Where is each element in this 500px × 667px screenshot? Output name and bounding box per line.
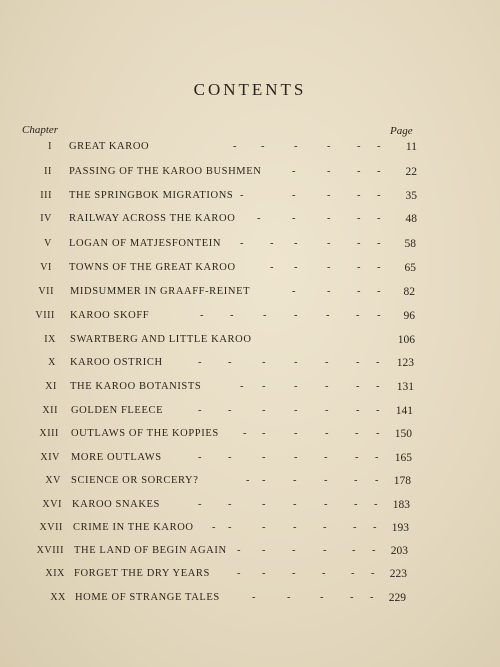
toc-entry	[0, 190, 500, 208]
leader-dash: -	[377, 286, 381, 297]
leader-dash: -	[356, 357, 360, 368]
leader-dash: -	[294, 262, 298, 273]
leader-dash: -	[355, 428, 359, 439]
toc-entry	[0, 475, 500, 493]
leader-dash: -	[356, 381, 360, 392]
chapter-title: PASSING OF THE KAROO BUSHMEN	[69, 166, 262, 177]
chapter-title: TOWNS OF THE GREAT KAROO	[69, 262, 236, 273]
leader-dash: -	[237, 545, 241, 556]
leader-dash: -	[293, 499, 297, 510]
leader-dash: -	[252, 592, 256, 603]
chapter-number: IV	[40, 213, 52, 224]
chapter-title: GOLDEN FLEECE	[71, 405, 164, 416]
page-number: 82	[403, 286, 415, 298]
chapter-title: KAROO SKOFF	[70, 310, 150, 321]
chapter-title: KAROO SNAKES	[72, 499, 161, 510]
leader-dash: -	[354, 499, 358, 510]
leader-dash: -	[353, 522, 357, 533]
chapter-title: SCIENCE OR SORCERY?	[71, 475, 199, 486]
chapter-title: HOME OF STRANGE TALES	[75, 592, 220, 603]
leader-dash: -	[293, 522, 297, 533]
leader-dash: -	[263, 310, 267, 321]
page-number: 131	[396, 381, 414, 393]
leader-dash: -	[377, 262, 381, 273]
leader-dash: -	[377, 213, 381, 224]
leader-dash: -	[352, 545, 356, 556]
leader-dash: -	[327, 286, 331, 297]
leader-dash: -	[228, 499, 232, 510]
chapter-number: XVI	[42, 499, 62, 510]
leader-dash: -	[228, 405, 232, 416]
leader-dash: -	[237, 568, 241, 579]
leader-dash: -	[357, 213, 361, 224]
leader-dash: -	[270, 262, 274, 273]
leader-dash: -	[243, 428, 247, 439]
chapter-title: SWARTBERG AND LITTLE KAROO	[70, 334, 252, 345]
leader-dash: -	[375, 452, 379, 463]
toc-entry	[0, 357, 500, 375]
leader-dash: -	[198, 452, 202, 463]
contents-heading: CONTENTS	[193, 80, 307, 99]
page-number: 48	[405, 213, 417, 225]
leader-dash: -	[376, 357, 380, 368]
leader-dash: -	[327, 262, 331, 273]
chapter-number: XIX	[45, 568, 65, 579]
leader-dash: -	[377, 141, 381, 152]
leader-dash: -	[262, 499, 266, 510]
leader-dash: -	[200, 310, 204, 321]
leader-dash: -	[373, 522, 377, 533]
leader-dash: -	[240, 381, 244, 392]
leader-dash: -	[357, 166, 361, 177]
page-number: 96	[403, 310, 415, 322]
leader-dash: -	[198, 405, 202, 416]
page-number: 65	[404, 262, 416, 274]
page-number: 229	[388, 592, 406, 604]
leader-dash: -	[354, 475, 358, 486]
page-number: 58	[404, 238, 416, 250]
leader-dash: -	[212, 522, 216, 533]
chapter-title: RAILWAY ACROSS THE KAROO	[69, 213, 236, 224]
leader-dash: -	[294, 405, 298, 416]
leader-dash: -	[371, 568, 375, 579]
toc-entry	[0, 545, 500, 563]
leader-dash: -	[233, 141, 237, 152]
chapter-title: KAROO OSTRICH	[70, 357, 163, 368]
chapter-title: THE KAROO BOTANISTS	[70, 381, 202, 392]
toc-entry	[0, 428, 500, 446]
leader-dash: -	[377, 310, 381, 321]
leader-dash: -	[377, 238, 381, 249]
chapter-number: IX	[44, 334, 56, 345]
leader-dash: -	[355, 452, 359, 463]
chapter-title: GREAT KAROO	[69, 141, 150, 152]
leader-dash: -	[357, 141, 361, 152]
chapter-number: XIV	[40, 452, 60, 463]
page-number: 178	[393, 475, 411, 487]
chapter-title: LOGAN OF MATJESFONTEIN	[69, 238, 222, 249]
leader-dash: -	[270, 238, 274, 249]
page-number: 22	[405, 166, 417, 178]
leader-dash: -	[262, 405, 266, 416]
leader-dash: -	[327, 190, 331, 201]
leader-dash: -	[230, 310, 234, 321]
chapter-title: MIDSUMMER IN GRAAFF-REINET	[70, 286, 251, 297]
leader-dash: -	[198, 499, 202, 510]
leader-dash: -	[356, 310, 360, 321]
leader-dash: -	[322, 568, 326, 579]
leader-dash: -	[228, 452, 232, 463]
leader-dash: -	[376, 405, 380, 416]
chapter-number: XIII	[39, 428, 59, 439]
chapter-number: II	[44, 166, 52, 177]
chapter-title: THE SPRINGBOK MIGRATIONS	[69, 190, 234, 201]
leader-dash: -	[240, 238, 244, 249]
leader-dash: -	[325, 405, 329, 416]
page-number: 123	[396, 357, 414, 369]
page-number: 193	[391, 522, 409, 534]
leader-dash: -	[294, 428, 298, 439]
leader-dash: -	[262, 357, 266, 368]
chapter-number: X	[48, 357, 56, 368]
chapter-title: MORE OUTLAWS	[71, 452, 162, 463]
leader-dash: -	[327, 141, 331, 152]
chapter-number: XVII	[39, 522, 63, 533]
toc-entry	[0, 452, 500, 470]
toc-entry	[0, 522, 500, 540]
chapter-number: VII	[38, 286, 54, 297]
leader-dash: -	[357, 238, 361, 249]
leader-dash: -	[327, 238, 331, 249]
toc-entry	[0, 405, 500, 423]
leader-dash: -	[292, 568, 296, 579]
chapter-title: THE LAND OF BEGIN AGAIN	[74, 545, 227, 556]
leader-dash: -	[257, 213, 261, 224]
chapter-number: VIII	[35, 310, 55, 321]
leader-dash: -	[292, 545, 296, 556]
toc-entry	[0, 262, 500, 280]
leader-dash: -	[262, 522, 266, 533]
toc-entry	[0, 166, 500, 184]
leader-dash: -	[228, 522, 232, 533]
chapter-number: I	[48, 141, 52, 152]
leader-dash: -	[327, 213, 331, 224]
leader-dash: -	[292, 213, 296, 224]
leader-dash: -	[372, 545, 376, 556]
page-number: 165	[394, 452, 412, 464]
leader-dash: -	[228, 357, 232, 368]
leader-dash: -	[262, 475, 266, 486]
leader-dash: -	[262, 545, 266, 556]
page-number: 141	[395, 405, 413, 417]
leader-dash: -	[323, 522, 327, 533]
leader-dash: -	[375, 475, 379, 486]
leader-dash: -	[262, 452, 266, 463]
leader-dash: -	[294, 238, 298, 249]
leader-dash: -	[292, 166, 296, 177]
leader-dash: -	[376, 381, 380, 392]
chapter-title: OUTLAWS OF THE KOPPIES	[71, 428, 219, 439]
leader-dash: -	[240, 190, 244, 201]
leader-dash: -	[357, 286, 361, 297]
leader-dash: -	[292, 286, 296, 297]
leader-dash: -	[350, 592, 354, 603]
leader-dash: -	[287, 592, 291, 603]
toc-entry	[0, 381, 500, 399]
leader-dash: -	[326, 310, 330, 321]
leader-dash: -	[292, 190, 296, 201]
chapter-number: V	[44, 238, 52, 249]
leader-dash: -	[198, 357, 202, 368]
toc-entry	[0, 568, 500, 586]
page-number: 106	[397, 334, 415, 346]
leader-dash: -	[294, 452, 298, 463]
leader-dash: -	[323, 545, 327, 556]
toc-entry	[0, 286, 500, 304]
toc-entry	[0, 141, 500, 159]
page-number: 223	[389, 568, 407, 580]
leader-dash: -	[325, 381, 329, 392]
leader-dash: -	[262, 568, 266, 579]
chapter-number: XVIII	[36, 545, 64, 556]
leader-dash: -	[327, 166, 331, 177]
toc-entry	[0, 334, 500, 352]
leader-dash: -	[262, 381, 266, 392]
leader-dash: -	[320, 592, 324, 603]
chapter-number: VI	[40, 262, 52, 273]
leader-dash: -	[325, 428, 329, 439]
leader-dash: -	[246, 475, 250, 486]
chapter-number: XII	[42, 405, 58, 416]
toc-entry	[0, 592, 500, 610]
page-number: 183	[392, 499, 410, 511]
leader-dash: -	[294, 310, 298, 321]
toc-entry	[0, 238, 500, 256]
leader-dash: -	[376, 428, 380, 439]
chapter-title: CRIME IN THE KAROO	[73, 522, 194, 533]
leader-dash: -	[324, 452, 328, 463]
leader-dash: -	[325, 357, 329, 368]
leader-dash: -	[374, 499, 378, 510]
leader-dash: -	[293, 475, 297, 486]
leader-dash: -	[294, 141, 298, 152]
leader-dash: -	[357, 262, 361, 273]
toc-entry	[0, 310, 500, 328]
leader-dash: -	[357, 190, 361, 201]
chapter-number: XI	[45, 381, 57, 392]
leader-dash: -	[351, 568, 355, 579]
chapter-number: XX	[50, 592, 66, 603]
chapter-title: FORGET THE DRY YEARS	[74, 568, 210, 579]
toc-entry	[0, 213, 500, 231]
page-number: 11	[405, 141, 417, 153]
leader-dash: -	[324, 499, 328, 510]
chapter-column-label: Chapter	[22, 124, 59, 136]
chapter-number: XV	[45, 475, 61, 486]
leader-dash: -	[261, 141, 265, 152]
toc-entry	[0, 499, 500, 517]
page-number: 150	[394, 428, 412, 440]
leader-dash: -	[294, 357, 298, 368]
leader-dash: -	[370, 592, 374, 603]
leader-dash: -	[377, 190, 381, 201]
page-column-label: Page	[390, 125, 413, 137]
leader-dash: -	[356, 405, 360, 416]
leader-dash: -	[377, 166, 381, 177]
page-number: 35	[405, 190, 417, 202]
leader-dash: -	[294, 381, 298, 392]
leader-dash: -	[262, 428, 266, 439]
leader-dash: -	[324, 475, 328, 486]
page-number: 203	[390, 545, 408, 557]
chapter-number: III	[40, 190, 52, 201]
